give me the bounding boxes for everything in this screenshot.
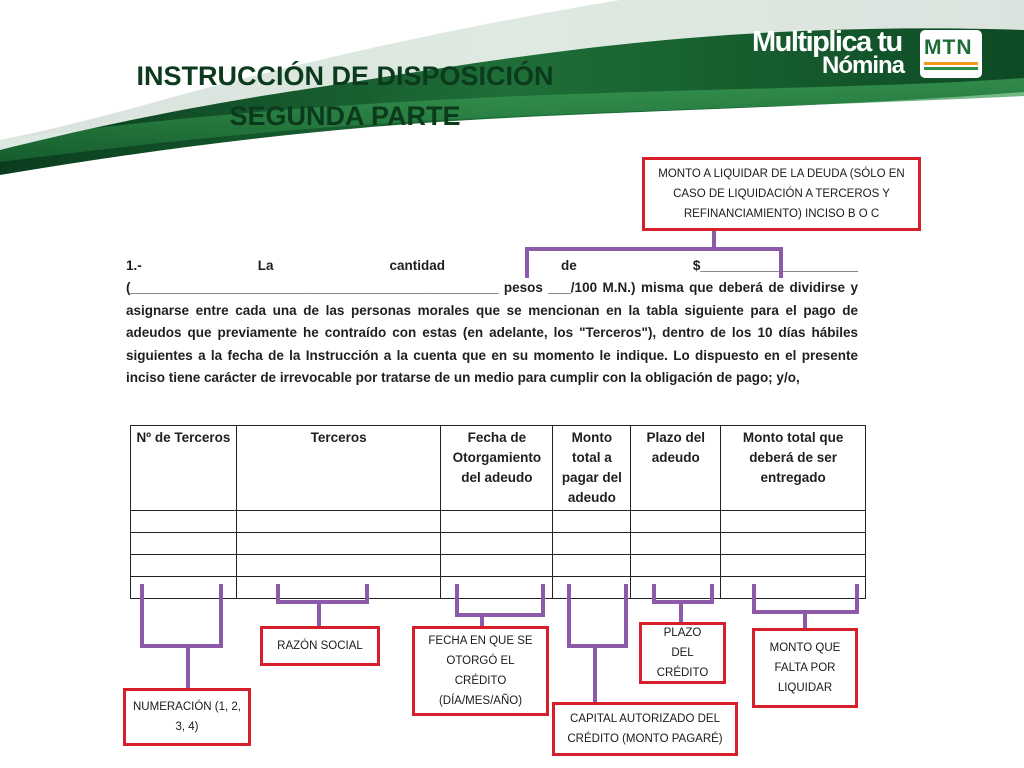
cell[interactable] [131, 511, 237, 533]
terceros-table [130, 425, 866, 599]
cell[interactable] [441, 555, 553, 577]
header-monto-total: Monto total a pagar del adeudo [553, 426, 631, 511]
cell[interactable] [631, 555, 721, 577]
cell[interactable] [236, 555, 441, 577]
cell[interactable] [631, 577, 721, 599]
callout-capital: CAPITAL AUTORIZADO DEL CRÉDITO (MONTO PAGARÉ) [552, 702, 738, 756]
header-terceros: Terceros [236, 426, 441, 511]
cell[interactable] [441, 577, 553, 599]
paragraph-first-line: 1.- La cantidad de $_____________________ [126, 258, 858, 273]
cell[interactable] [631, 511, 721, 533]
cell[interactable] [131, 555, 237, 577]
header-fecha: Fecha de Otorgamiento del adeudo [441, 426, 553, 511]
cell[interactable] [441, 511, 553, 533]
logo-text-nomina: Nómina [822, 52, 905, 79]
page-title [95, 56, 595, 136]
logo [752, 26, 1012, 86]
title-line-1: INSTRUCCIÓN DE DISPOSICIÓN [136, 61, 554, 91]
logo-text-multiplica: Multiplica tu [752, 26, 902, 58]
table-row [131, 533, 866, 555]
cell[interactable] [553, 577, 631, 599]
callout-numeracion: NUMERACIÓN (1, 2, 3, 4) [123, 688, 251, 746]
instruction-paragraph [126, 255, 858, 389]
callout-monto-liquidar: MONTO A LIQUIDAR DE LA DEUDA (SÓLO EN CASO DE LIQUIDACIÓN A TERCEROS Y REFINANCIAMIENTO) INCISO B O C [642, 157, 921, 231]
cell[interactable] [631, 533, 721, 555]
cell[interactable] [721, 577, 866, 599]
cell[interactable] [721, 555, 866, 577]
table-row [131, 511, 866, 533]
cell[interactable] [236, 511, 441, 533]
callout-razon-social: RAZÓN SOCIAL [260, 626, 380, 666]
cell[interactable] [553, 533, 631, 555]
table-header-row [131, 426, 866, 511]
badge-stripe-green [924, 67, 978, 70]
callout-monto-falta: MONTO QUE FALTA POR LIQUIDAR [752, 628, 858, 708]
cell[interactable] [131, 533, 237, 555]
cell[interactable] [721, 533, 866, 555]
header-num-terceros: Nº de Terceros [131, 426, 237, 511]
mtn-badge [920, 30, 982, 78]
cell[interactable] [236, 577, 441, 599]
cell[interactable] [553, 555, 631, 577]
callout-fecha: FECHA EN QUE SE OTORGÓ EL CRÉDITO (DÍA/MES/AÑO) [412, 626, 549, 716]
cell[interactable] [131, 577, 237, 599]
table-row [131, 555, 866, 577]
header-plazo: Plazo del adeudo [631, 426, 721, 511]
header-monto-entregado: Monto total que deberá de ser entregado [721, 426, 866, 511]
badge-stripe-orange [924, 62, 978, 65]
table-row [131, 577, 866, 599]
cell[interactable] [236, 533, 441, 555]
mtn-badge-text: MTN [924, 36, 973, 59]
cell[interactable] [721, 511, 866, 533]
cell[interactable] [553, 511, 631, 533]
cell[interactable] [441, 533, 553, 555]
callout-plazo: PLAZO DEL CRÉDITO [639, 622, 726, 684]
title-line-2: SEGUNDA PARTE [229, 101, 461, 131]
paragraph-body: (_________________________________________________ pesos ___/100 M.N.) misma que deberá de dividirse y asignarse entre cada una de las personas morales que se mencionan en la tabla siguiente para el pago de adeudos que previamente he contraído con estas (en adelante, los "Terceros"), dentro de los 10 días hábiles siguientes a la fecha de la Instrucción a la cuenta que en su momento le indique. Lo dispuesto en el presente inciso tiene carácter de irrevocable por tratarse de un medio para cumplir con la obligación de pago; y/o, [126, 280, 858, 386]
